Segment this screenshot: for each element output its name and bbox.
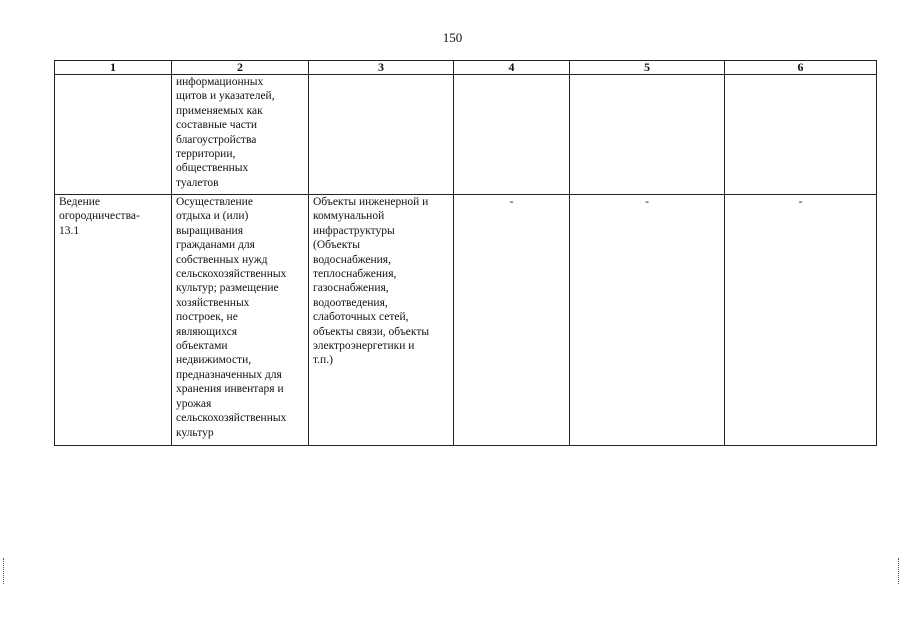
table-header-row bbox=[55, 61, 877, 75]
table-row bbox=[55, 75, 877, 195]
table-row bbox=[55, 195, 877, 446]
column-header-3: 3 bbox=[309, 61, 454, 75]
zoning-table bbox=[54, 60, 877, 446]
column-header-5: 5 bbox=[570, 61, 725, 75]
column-header-2: 2 bbox=[172, 61, 309, 75]
column-header-1: 1 bbox=[55, 61, 172, 75]
scan-edge-mark-right bbox=[898, 558, 901, 584]
dash-value: - bbox=[645, 196, 649, 208]
scan-edge-mark-left bbox=[3, 558, 6, 584]
table-cell bbox=[309, 195, 454, 446]
page-number: 150 bbox=[442, 30, 463, 45]
table-cell bbox=[725, 195, 877, 446]
permitted-objects: Объекты инженерной и коммунальной инфраструктуры (Объекты водоснабжения, теплоснабжения, газоснабжения, водоотведения, слаботочных сетей, объекты связи, объекты электроэнергетики и т.п.) bbox=[313, 196, 430, 367]
table-cell bbox=[55, 195, 172, 446]
table-cell bbox=[570, 195, 725, 446]
table-cell bbox=[309, 75, 454, 195]
table-cell bbox=[454, 195, 570, 446]
table-cell bbox=[725, 75, 877, 195]
cell-text: информационных щитов и указателей, применяемых как составные части благоустройства территории, общественных туалетов bbox=[176, 76, 275, 189]
table-cell bbox=[454, 75, 570, 195]
table-cell bbox=[570, 75, 725, 195]
column-header-6: 6 bbox=[725, 61, 877, 75]
land-use-description: Осуществление отдыха и (или) выращивания гражданами для собственных нужд сельскохозяйственных культур; размещение хозяйственных построек, не являющихся объектами недвижимости, предназначенных для хранения инвентаря и урожая сельскохозяйственных культур bbox=[176, 196, 287, 439]
dash-value: - bbox=[509, 196, 514, 208]
dash-value: - bbox=[798, 196, 803, 208]
column-header-4: 4 bbox=[454, 61, 570, 75]
table-cell bbox=[55, 75, 172, 195]
table-cell bbox=[172, 75, 309, 195]
table-cell bbox=[172, 195, 309, 446]
land-use-type: Ведение огородничества- 13.1 bbox=[59, 196, 140, 237]
